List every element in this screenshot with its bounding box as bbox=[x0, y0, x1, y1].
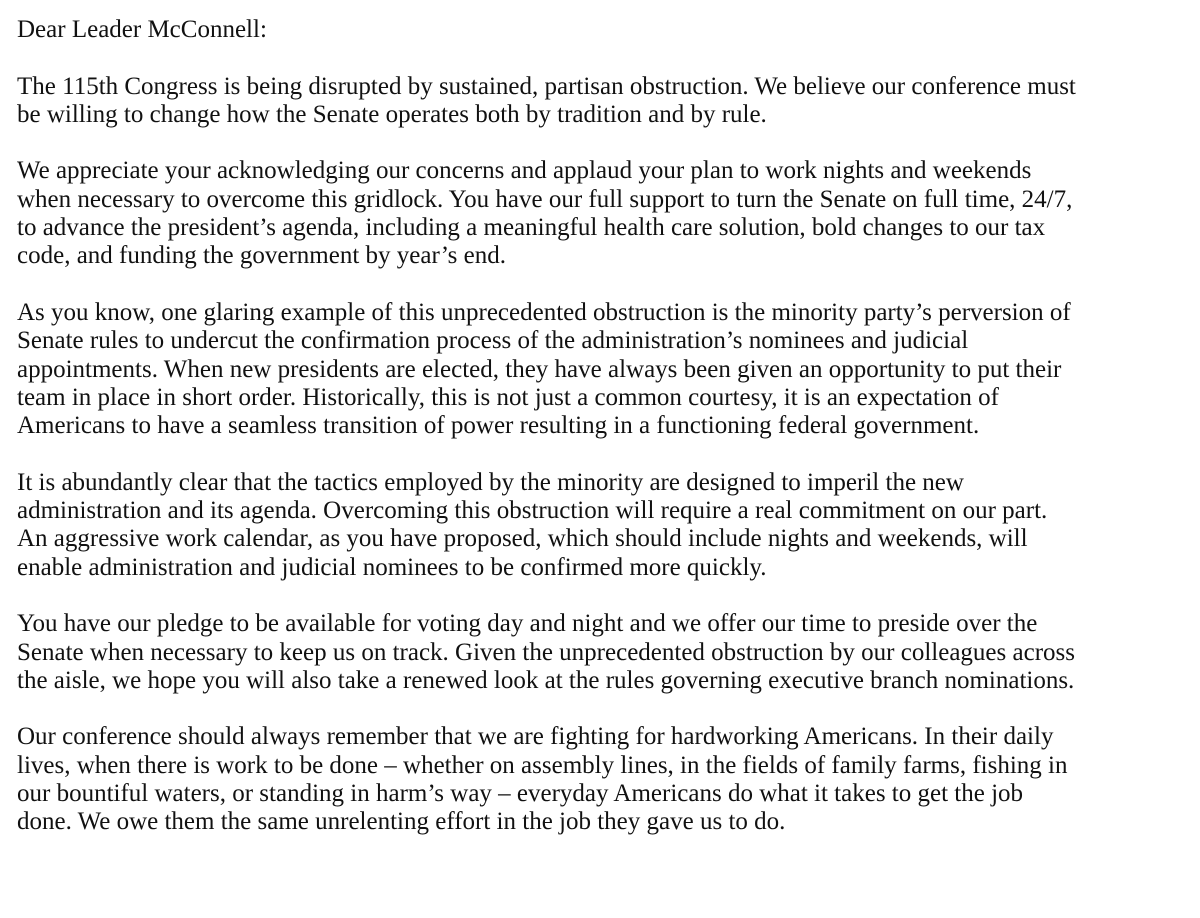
paragraph-line: code, and funding the government by year’s end. bbox=[17, 242, 506, 270]
paragraph-line: We appreciate your acknowledging our concerns and applaud your plan to work nights and weekends bbox=[17, 157, 1032, 185]
paragraph-5 bbox=[17, 610, 1186, 695]
paragraph-4 bbox=[17, 469, 1186, 582]
paragraph-line: done. We owe them the same unrelenting effort in the job they gave us to do. bbox=[17, 808, 786, 836]
salutation bbox=[17, 16, 1186, 44]
paragraph-line: An aggressive work calendar, as you have proposed, which should include nights and weekends, will bbox=[17, 525, 1028, 553]
paragraph-2 bbox=[17, 157, 1186, 270]
paragraph-6 bbox=[17, 723, 1186, 836]
paragraph-1 bbox=[17, 73, 1186, 130]
paragraph-line: Senate when necessary to keep us on track. Given the unprecedented obstruction by our colleagues across bbox=[17, 638, 1075, 666]
paragraph-line: The 115th Congress is being disrupted by sustained, partisan obstruction. We believe our conference must bbox=[17, 72, 1076, 100]
paragraph-line: As you know, one glaring example of this unprecedented obstruction is the minority party’s perversion of bbox=[17, 298, 1071, 326]
paragraph-3 bbox=[17, 299, 1186, 440]
paragraph-line: It is abundantly clear that the tactics employed by the minority are designed to imperil the new bbox=[17, 468, 964, 496]
paragraph-line: be willing to change how the Senate operates both by tradition and by rule. bbox=[17, 100, 767, 128]
paragraph-line: Americans to have a seamless transition of power resulting in a functioning federal government. bbox=[17, 412, 980, 440]
salutation-line: Dear Leader McConnell: bbox=[17, 16, 267, 43]
paragraph-line: Senate rules to undercut the confirmation process of the administration’s nominees and judicial bbox=[17, 327, 969, 355]
paragraph-line: enable administration and judicial nominees to be confirmed more quickly. bbox=[17, 553, 767, 581]
paragraph-line: when necessary to overcome this gridlock. You have our full support to turn the Senate on full time, 24/7, bbox=[17, 185, 1073, 213]
paragraph-line: You have our pledge to be available for voting day and night and we offer our time to preside over the bbox=[17, 610, 1038, 638]
paragraph-line: Our conference should always remember that we are fighting for hardworking Americans. In their daily bbox=[17, 723, 1054, 751]
paragraph-line: lives, when there is work to be done – whether on assembly lines, in the fields of family farms, fishing in bbox=[17, 751, 1068, 779]
paragraph-line: to advance the president’s agenda, including a meaningful health care solution, bold changes to our tax bbox=[17, 214, 1046, 242]
paragraph-line: administration and its agenda. Overcoming this obstruction will require a real commitment on our part. bbox=[17, 497, 1048, 525]
paragraph-line: our bountiful waters, or standing in harm’s way – everyday Americans do what it takes to get the job bbox=[17, 780, 1024, 808]
paragraph-line: appointments. When new presidents are elected, they have always been given an opportunity to put their bbox=[17, 355, 1062, 383]
paragraph-line: team in place in short order. Historically, this is not just a common courtesy, it is an expectation of bbox=[17, 383, 999, 411]
paragraph-line: the aisle, we hope you will also take a renewed look at the rules governing executive branch nominations. bbox=[17, 666, 1075, 694]
